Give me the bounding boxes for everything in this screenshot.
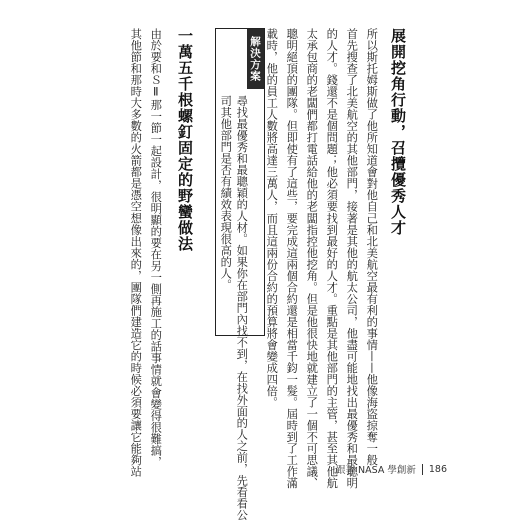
book-title: 跟著 NASA 學創新 (336, 465, 416, 476)
footer-divider (422, 464, 423, 475)
callout-line: 司其他部門是否有績效表現很高的人。 (219, 95, 233, 291)
paragraph-line: 由於要和ＳⅡ那一節一起設計，很明顯的要在另一側再施工的話事情就會變得很難搞， (149, 28, 163, 468)
solution-callout (215, 28, 265, 521)
paragraph-line: 聰明絕頂的團隊。但即使有了這些，要完成這兩個合約還是相當千鈞一髮。屆時到了工作滿 (285, 28, 299, 489)
section-heading-bolts: 一萬五千根螺釘固定的野蠻做法 (176, 28, 194, 252)
paragraph-line: 的人才。錢還不是個問題；他必須要找到最好的人才。重點是其他部門的主管，甚至其他航 (325, 28, 339, 489)
callout-label: 解決方案 (247, 29, 264, 89)
section-heading-recruiting: 展開挖角行動，召攬優秀人才 (389, 28, 407, 236)
paragraph-line: 其他節和那時大多數的火箭都是憑空想像出來的，團隊們建造它的時候必須要讓它能夠站 (129, 28, 143, 478)
page-number: 186 (428, 463, 447, 475)
paragraph-line: 載時，他的員工人數將高達三萬人，而且這兩份合約的預算將會變成四倍。 (265, 28, 279, 409)
paragraph-line: 所以斯托姆斯做了他所知道會對他自己和北美航空最有利的事情——他像海盜掠奪一般 (365, 28, 379, 466)
paragraph-line: 首先搜查了北美航空的其他部門，接著是其他的航太公司，他盡可能地找出最優秀和最聰明 (345, 28, 359, 489)
callout-line: 尋找最優秀和最聰穎的人材。如果你在部門內找不到，在找外面的人之前，先看看公 (235, 95, 249, 521)
page-footer (336, 462, 447, 476)
paragraph-line: 太承包商的老闆們都打電話給他的老闆指控他挖角。但是他很快地就建立了一個不可思議、 (305, 28, 319, 489)
